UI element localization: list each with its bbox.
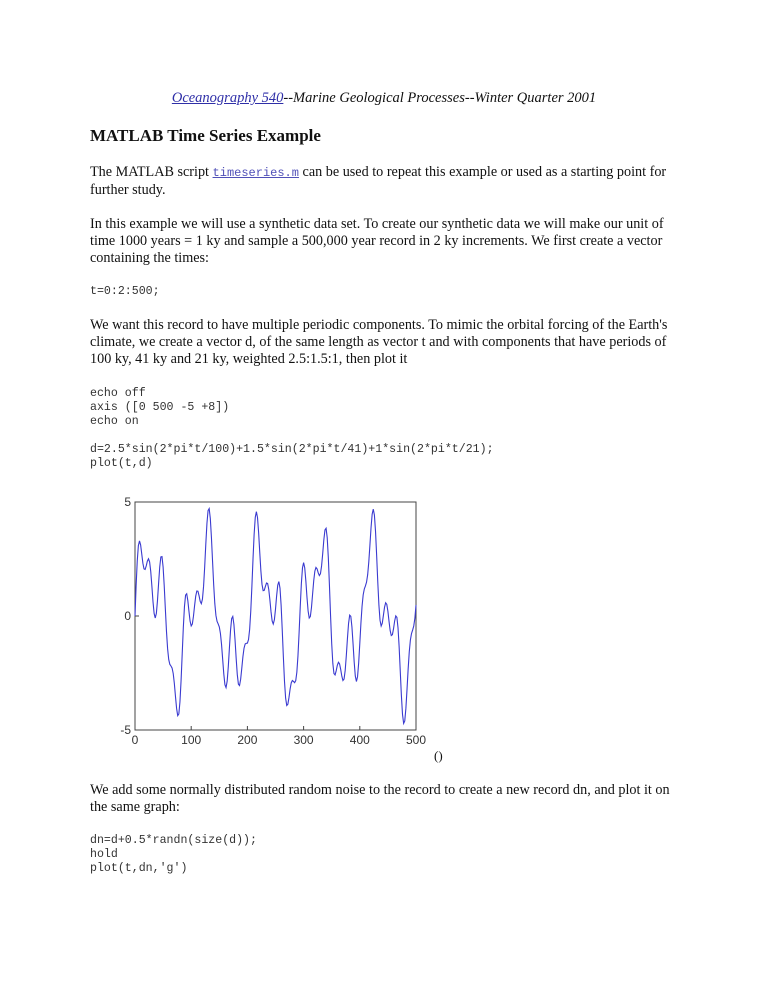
time-series-chart <box>110 490 430 760</box>
plot-frame <box>135 502 416 730</box>
intro-text-after: can be used to repeat this example or used as a starting point for further study. <box>90 164 667 198</box>
course-link[interactable]: Oceanography 540 <box>171 90 284 106</box>
x-tick-label-500: 500 <box>405 733 427 747</box>
noise-paragraph: We add some normally distributed random noise to the record to create a new record dn, and plot it on the same graph: <box>90 782 670 815</box>
x-tick-label-200: 200 <box>237 733 258 747</box>
code-block-plot: echo off axis ([0 500 -5 +8]) echo on d=2.5*sin(2*pi*t/100)+1.5*sin(2*pi*t/41)+1*sin(2*pi*t/21); plot(t,d) <box>90 387 494 470</box>
script-link[interactable]: timeseries.m <box>212 166 299 180</box>
code-block-time-vector: t=0:2:500; <box>90 285 160 298</box>
intro-text-before: The MATLAB script <box>90 164 213 180</box>
course-header <box>0 90 768 107</box>
x-tick-label-0: 0 <box>131 733 139 747</box>
code-block-noise: dn=d+0.5*randn(size(d)); hold plot(t,dn,'g') <box>90 834 257 875</box>
x-tick-label-100: 100 <box>181 733 202 747</box>
x-tick-label-300: 300 <box>293 733 314 747</box>
x-tick-label-400: 400 <box>349 733 370 747</box>
synthetic-data-paragraph: In this example we will use a synthetic data set. To create our synthetic data we will make our unit of time 1000 years = 1 ky and sample a 500,000 year record in 2 ky increments. We first create a vector containing the times: <box>90 216 664 266</box>
time-series-figure <box>110 490 430 760</box>
y-tick-label--5: -5 <box>120 723 131 737</box>
figure-caption: () <box>434 748 443 763</box>
periodic-components-paragraph: We want this record to have multiple periodic components. To mimic the orbital forcing of the Earth's climate, we create a vector d, of the same length as vector t and with components that have periods of 100 ky, 41 ky and 21 ky, weighted 2.5:1.5:1, then plot it <box>90 317 668 367</box>
series-line-d <box>135 509 416 724</box>
intro-paragraph <box>90 164 680 199</box>
y-tick-label-5: 5 <box>124 495 131 509</box>
page-title: MATLAB Time Series Example <box>90 126 321 145</box>
y-tick-label-0: 0 <box>124 609 131 623</box>
course-subtitle: --Marine Geological Processes--Winter Quarter 2001 <box>283 90 597 106</box>
